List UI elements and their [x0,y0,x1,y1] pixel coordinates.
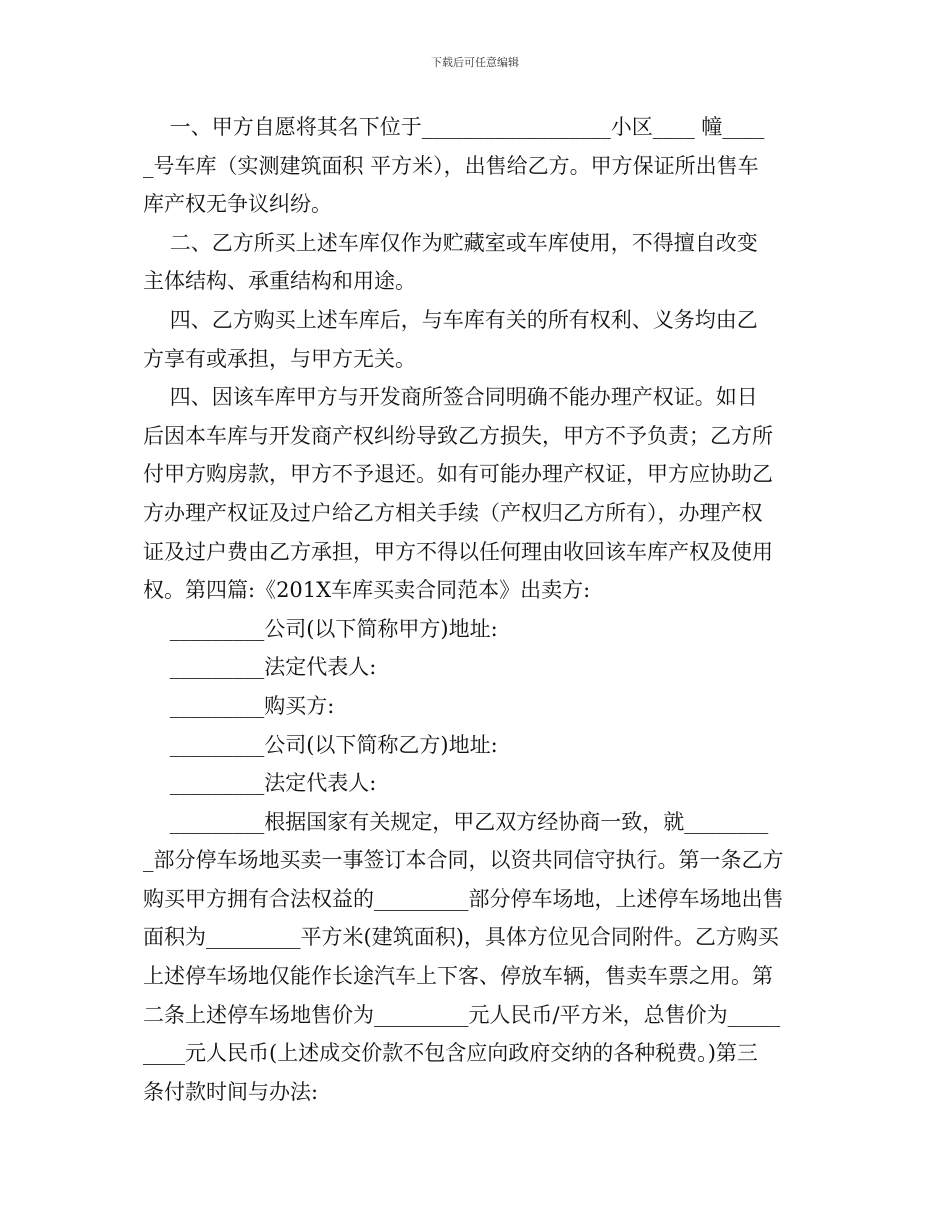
body-line: 方办理产权证及过户给乙方相关手续（产权归乙方所有），办理产权 [143,500,763,525]
body-line: ____元人民币(上述成交价款不包含应向政府交纳的各种税费。)第三 [143,1041,758,1066]
body-line: 方享有或承担，与甲方无关。 [143,346,416,371]
body-line: 库产权无争议纠纷。 [143,192,332,217]
body-line: 四、乙方购买上述车库后，与车库有关的所有权利、义务均由乙 [143,307,758,332]
body-line: 四、因该车库甲方与开发商所签合同明确不能办理产权证。如日 [143,385,758,410]
body-line: _部分停车场地买卖一事签订本合同，以资共同信守执行。第一条乙方 [143,848,784,873]
body-line: _________公司(以下简称乙方)地址: [143,732,498,757]
body-line: _________法定代表人: [143,655,377,680]
document-body [143,108,808,1111]
body-line: _________购买方: [143,693,335,718]
body-line: _________法定代表人: [143,771,377,796]
body-line: 权。第四篇:《201X车库买卖合同范本》出卖方: [143,578,591,603]
body-line: _________根据国家有关规定，甲乙双方经协商一致，就________ [143,809,769,834]
body-line: 后因本车库与开发商产权纠纷导致乙方损失，甲方不予负责；乙方所 [143,423,773,448]
body-line: 证及过户费由乙方承担，甲方不得以任何理由收回该车库产权及使用 [143,539,773,564]
body-line: _号车库（实测建筑面积 平方米），出售给乙方。甲方保证所出售车 [143,153,759,178]
page-header: 下载后可任意编辑 [431,56,519,69]
body-line: 一、甲方自愿将其名下位于__________________小区____ 幢____ [143,115,765,139]
body-line: 二条上述停车场地售价为_________元人民币/平方米，总售价为_____ [143,1002,781,1027]
body-line: 购买甲方拥有合法权益的_________部分停车场地，上述停车场地出售 [143,886,784,911]
body-line: 付甲方购房款，甲方不予退还。如有可能办理产权证，甲方应协助乙 [143,462,773,487]
body-line: 主体结构、承重结构和用途。 [143,269,416,294]
body-line: 上述停车场地仅能作长途汽车上下客、停放车辆，售卖车票之用。第 [143,964,773,989]
body-line: _________公司(以下简称甲方)地址: [143,616,498,641]
body-line: 二、乙方所买上述车库仅作为贮藏室或车库使用，不得擅自改变 [143,230,758,255]
body-line: 面积为_________平方米(建筑面积)，具体方位见合同附件。乙方购买 [143,925,779,950]
body-line: 条付款时间与办法: [143,1079,319,1104]
